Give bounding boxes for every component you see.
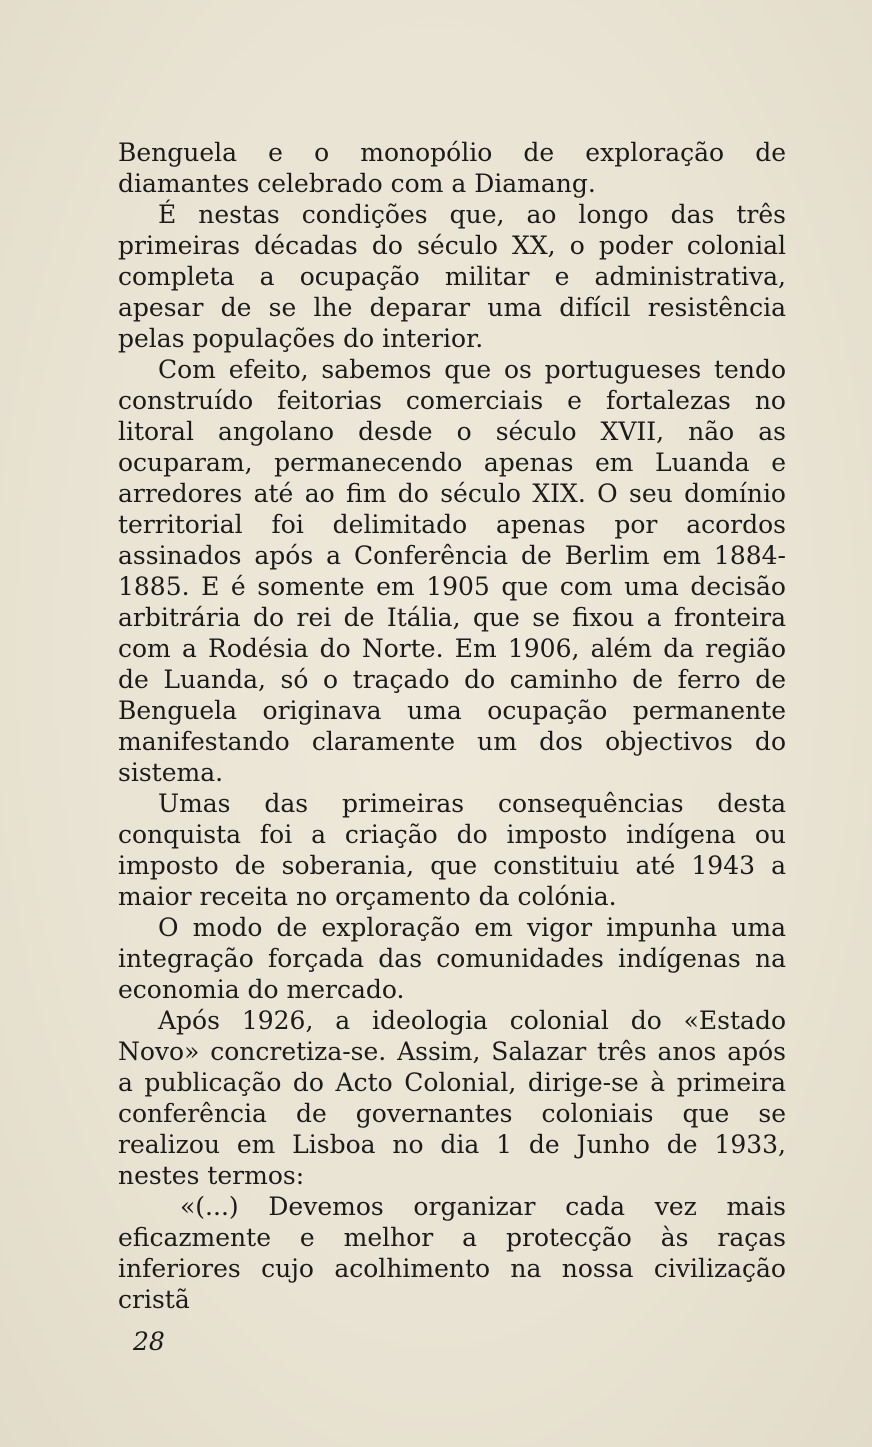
paragraph: Com efeito, sabemos que os portugueses tendo construído feitorias comerciais e fortalezas no litoral angolano desde o século XVII, não as ocuparam, permanecendo apenas em Luanda e arredores até ao fim do século XIX. O seu domínio territorial foi delimitado apenas por acordos assinados após a Conferência de Berlim em 1884-1885. E é somente em 1905 que com uma decisão arbitrária do rei de Itália, que se fixou a fronteira com a Rodésia do Norte. Em 1906, além da região de Luanda, só o traçado do caminho de ferro de Benguela originava uma ocupação permanente manifestando claramente um dos objectivos do sistema. <box>118 355 786 787</box>
paragraph: É nestas condições que, ao longo das três primeiras décadas do século XX, o poder colonial completa a ocupação militar e administrativa, apesar de se lhe deparar uma difícil resistência pelas populações do interior. <box>118 200 786 353</box>
page-number: 28 <box>133 1327 165 1356</box>
paragraph-continuation: Benguela e o monopólio de exploração de diamantes celebrado com a Diamang. <box>118 138 786 198</box>
quotation: «(...) Devemos organizar cada vez mais eficazmente e melhor a protecção às raças inferiores cujo acolhimento na nossa civilização cristã <box>118 1192 786 1314</box>
body-text <box>118 137 786 1315</box>
paragraph: Após 1926, a ideologia colonial do «Estado Novo» concretiza-se. Assim, Salazar três anos após a publicação do Acto Colonial, dirige-se à primeira conferência de governantes coloniais que se realizou em Lisboa no dia 1 de Junho de 1933, nestes termos: <box>118 1006 786 1190</box>
paragraph: Umas das primeiras consequências desta conquista foi a criação do imposto indígena ou imposto de soberania, que constituiu até 1943 a maior receita no orçamento da colónia. <box>118 789 786 911</box>
paragraph: O modo de exploração em vigor impunha uma integração forçada das comunidades indígenas na economia do mercado. <box>118 913 786 1004</box>
